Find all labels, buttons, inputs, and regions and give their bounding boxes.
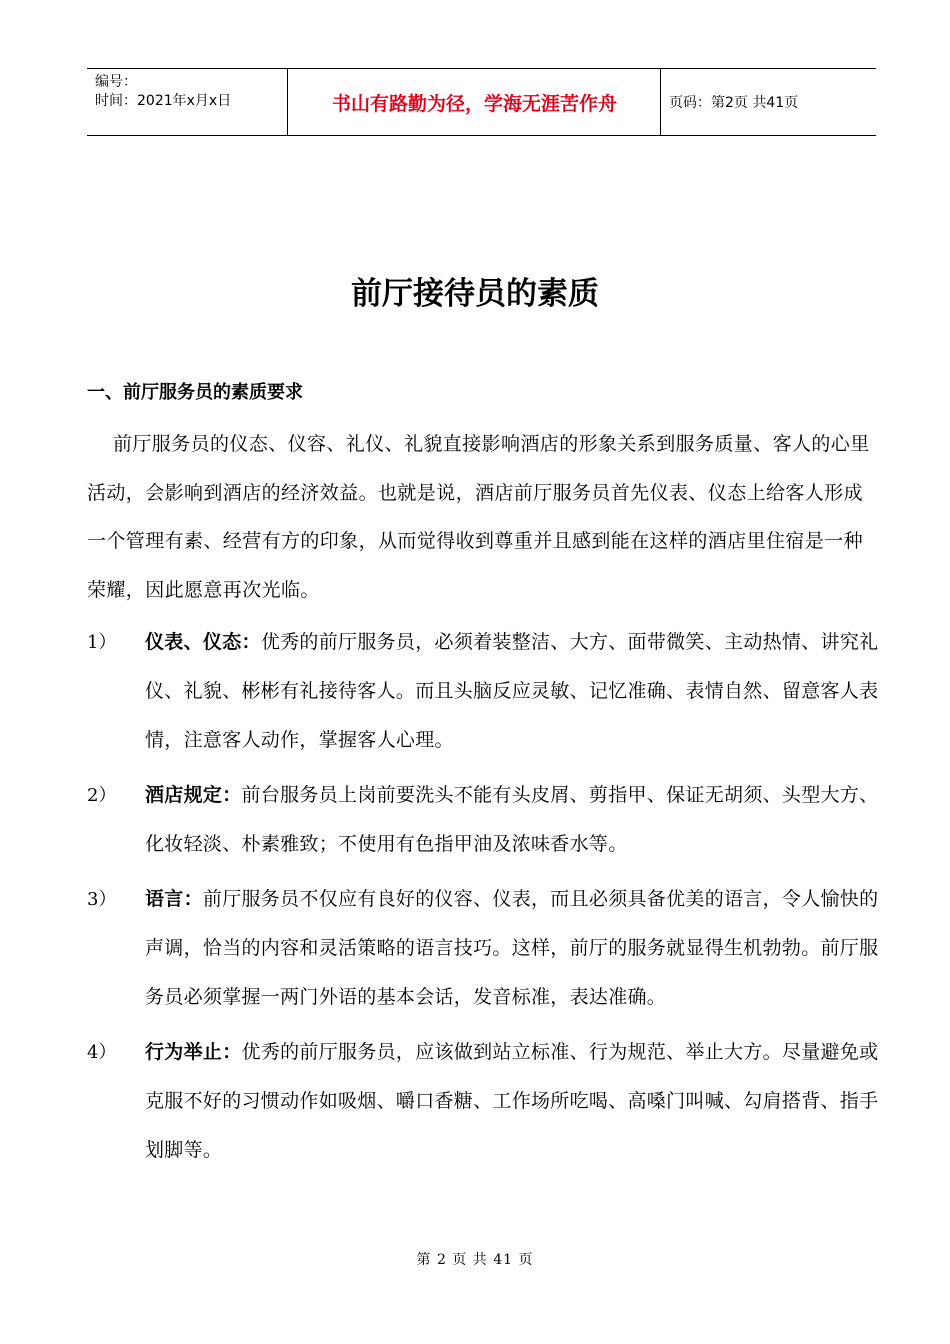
code-label: 编号： (95, 74, 137, 90)
list-item (87, 771, 899, 869)
item-number: 2） (87, 785, 117, 806)
header-page-info: 页码：第2页 共41页 (669, 95, 799, 111)
list-item (87, 875, 899, 1022)
document-title: 前厅接待员的素质 (351, 276, 599, 312)
item-body (145, 618, 893, 765)
item-label: 仪表、仪态： (145, 631, 261, 653)
item-text: 优秀的前厅服务员，应该做到站立标准、行为规范、举止大方。尽量避免或克服不好的习惯动作如吸烟、嚼口香糖、工作场所吃喝、高嗓门叫喊、勾肩搭背、指手划脚等。 (145, 1041, 879, 1161)
item-number: 1） (87, 632, 117, 653)
item-body (145, 771, 893, 869)
item-number: 4） (87, 1042, 117, 1063)
header-divider-right (660, 69, 661, 135)
item-label: 酒店规定： (145, 784, 242, 806)
page-header (87, 68, 876, 136)
section-heading: 一、前厅服务员的素质要求 (87, 382, 303, 403)
item-text: 前台服务员上岗前要洗头不能有头皮屑、剪指甲、保证无胡须、头型大方、化妆轻淡、朴素雅致；不使用有色指甲油及浓味香水等。 (145, 784, 879, 855)
time-label: 时间：2021年x月x日 (95, 93, 232, 109)
list-item (87, 618, 899, 765)
requirement-list (87, 618, 899, 1181)
item-text: 优秀的前厅服务员，必须着装整洁、大方、面带微笑、主动热情、讲究礼仪、礼貌、彬彬有礼接待客人。而且头脑反应灵敏、记忆准确、表情自然、留意客人表情，注意客人动作，掌握客人心理。 (145, 631, 879, 751)
item-body (145, 1028, 893, 1175)
header-meta (95, 73, 285, 111)
item-body (145, 875, 893, 1022)
page-footer: 第 2 页 共 41 页 (416, 1252, 534, 1268)
header-motto: 书山有路勤为径，学海无涯苦作舟 (331, 92, 617, 115)
item-label: 行为举止： (145, 1041, 242, 1063)
item-number: 3） (87, 889, 117, 910)
item-label: 语言： (145, 888, 203, 910)
item-text: 前厅服务员不仅应有良好的仪容、仪表，而且必须具备优美的语言，令人愉快的声调，恰当的内容和灵活策略的语言技巧。这样，前厅的服务就显得生机勃勃。前厅服务员必须掌握一两门外语的基本会话，发音标准，表达准确。 (145, 888, 879, 1008)
list-item (87, 1028, 899, 1175)
intro-paragraph: 前厅服务员的仪态、仪容、礼仪、礼貌直接影响酒店的形象关系到服务质量、客人的心里活动，会影响到酒店的经济效益。也就是说，酒店前厅服务员首先仪表、仪态上给客人形成一个管理有素、经营有方的印象，从而觉得收到尊重并且感到能在这样的酒店里住宿是一种荣耀，因此愿意再次光临。 (87, 433, 870, 601)
